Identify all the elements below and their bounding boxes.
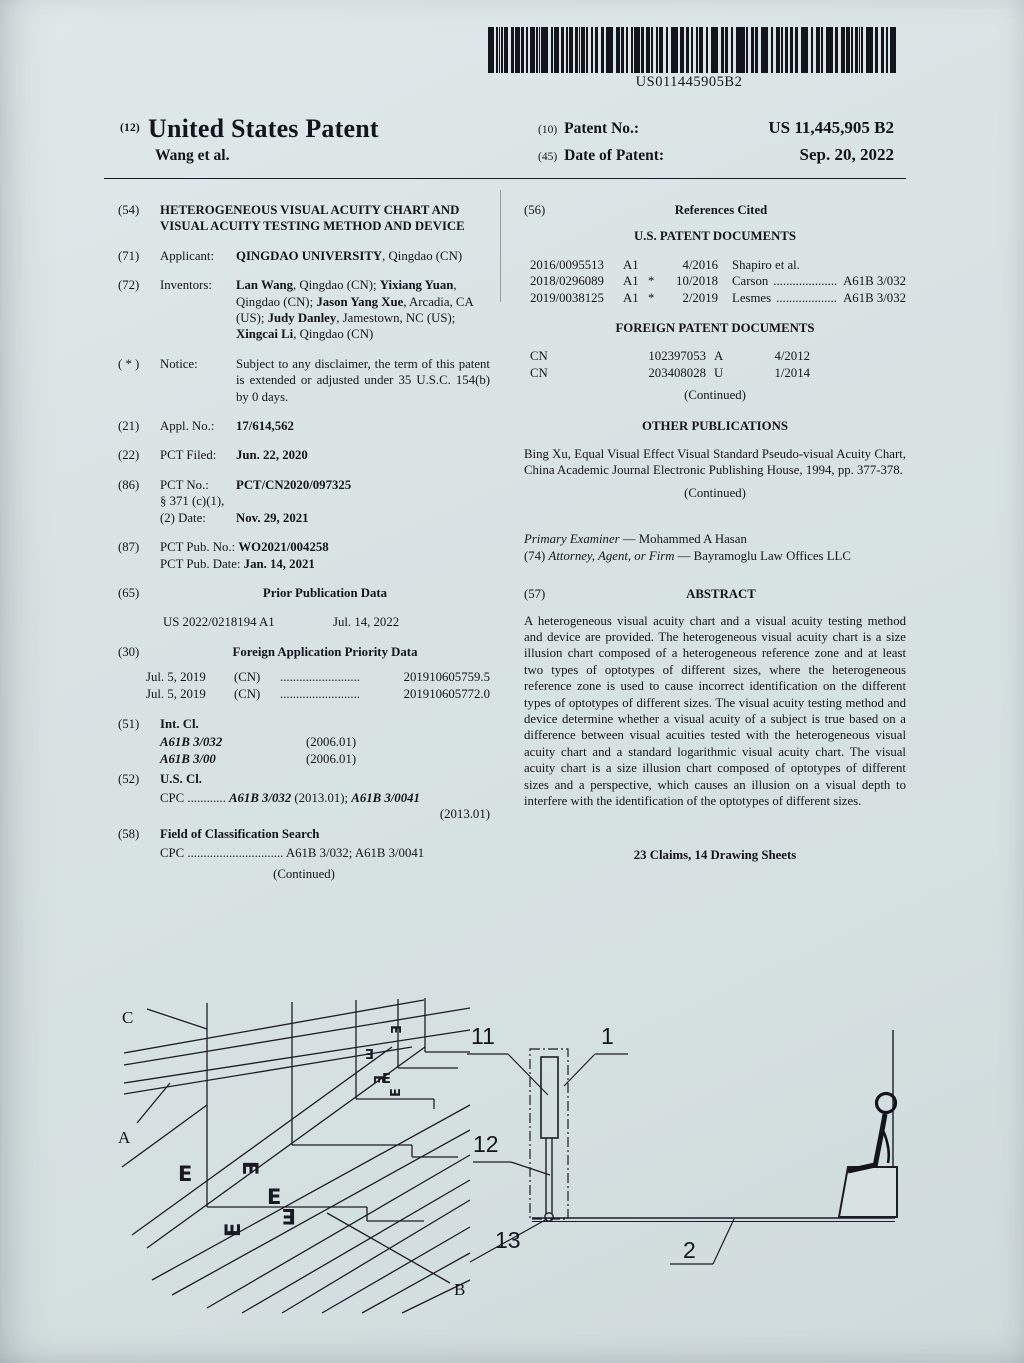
pub-number: 203408028 [648,365,706,380]
field-51-int-cl [118,716,490,732]
priority-country: (CN) [234,686,261,701]
field-72-inventors [118,277,490,343]
classification-year: (2006.01) [306,735,357,750]
us-patent-documents-heading: U.S. PATENT DOCUMENTS [633,229,797,244]
pct-filed-value: Jun. 22, 2020 [236,448,308,463]
display-panel [541,1057,558,1138]
classification-year: (2006.01) [306,751,357,766]
field-number: (57) [524,587,546,602]
figure-ref-11: 11 [471,1023,495,1049]
patent-number-row [538,118,894,138]
primary-examiner-line: Primary Examiner — Mohammed A Hasan [524,532,747,547]
field-of-search-cpc: CPC .............................. A61B 3/032; A61B 3/0041 [160,845,425,860]
pub-date: 4/2016 [682,257,718,272]
field-52-us-cl [118,771,490,787]
pct-pub-no-label: PCT Pub. No.: [160,540,236,555]
field-number: (51) [118,716,140,731]
person-torso [875,1114,885,1167]
kind-code: A1 [623,257,639,272]
figure-label-b: B [454,1280,466,1299]
figure-ref-1: 1 [601,1023,614,1049]
invention-title: HETEROGENEOUS VISUAL ACUITY CHART AND VISUAL ACUITY TESTING METHOD AND DEVICE [160,203,465,234]
other-publications-heading: OTHER PUBLICATIONS [642,418,788,433]
field-number: (30) [118,644,140,659]
int-cl-row [118,751,490,767]
chart-stand [530,1049,568,1221]
dot-leader [805,257,901,273]
pct-pub-date-value: Jan. 14, 2021 [243,556,315,571]
right-column [524,202,906,864]
field-65-prior-publication [118,585,490,601]
optotype-e: E [267,1185,282,1209]
figure-ref-12: 12 [473,1131,499,1157]
appl-no-value: 17/614,562 [236,419,294,434]
star-mark [648,257,664,273]
kind-code: A1 [623,274,639,289]
page-title-text: United States Patent [147,114,379,143]
chair-figure [839,1167,897,1217]
classification-code: A61B 3/032 [160,735,223,750]
attorney-line: (74) Attorney, Agent, or Firm — Bayramoglu Law Offices LLC [524,548,851,563]
pub-date: 10/2018 [676,274,718,289]
figure-testing-setup [465,1010,915,1310]
scan-artifact-line [500,190,501,302]
pct-pub-no-value: WO2021/004258 [238,540,329,555]
header-left [120,114,500,165]
optotype-group-large [178,1161,296,1237]
field-number: (58) [118,827,140,842]
foreign-priority-heading: Foreign Application Priority Data [232,644,418,659]
field-of-search-heading: Field of Classification Search [160,827,320,842]
field-30-priority [118,644,490,660]
star-mark: * [648,290,655,305]
field-71-applicant [118,248,490,264]
optotype-e-rotated: E [238,1161,262,1176]
pub-number: 102397053 [648,349,706,364]
classification-code: A61B 3/00 [160,751,216,766]
field-number: (71) [118,248,140,263]
pub-number: 2018/0296089 [530,274,604,289]
perspective-lines [122,998,470,1313]
field-number: (87) [118,540,140,555]
us-patent-row [524,257,906,273]
references-cited-heading: References Cited [674,203,768,217]
prior-publication-heading: Prior Publication Data [262,585,388,600]
page-title [120,114,500,144]
us-patent-row [524,290,906,306]
appl-no-label: Appl. No.: [160,419,215,434]
inventor-name: Lesmes [732,290,772,305]
barcode-text: US011445905B2 [635,74,743,90]
optotype-e: E [178,1162,193,1186]
dot-leader: ......................... [280,670,360,685]
classification-code: A61B 3/032 [843,274,906,289]
priority-number: 201910605772.0 [403,686,490,701]
optotype-e-rotated: E [365,1045,374,1060]
optotype-e-rotated: E [370,1075,385,1084]
optotype-e-rotated: E [387,1025,402,1034]
left-column [118,202,490,883]
patent-date-row [538,145,894,165]
prior-pub-number: US 2022/0218194 A1 [163,615,275,630]
date-of-patent-value: Sep. 20, 2022 [799,145,894,164]
field-86-pct-no [118,477,490,526]
cpc-continuation: (2013.01) [439,806,490,821]
priority-date: Jul. 5, 2019 [146,686,206,701]
pct-pub-date-line [160,556,490,572]
date-of-patent-label: Date of Patent: [564,147,665,164]
priority-country: (CN) [234,670,261,685]
header-right [538,118,894,172]
star-mark: * [648,274,655,289]
kind-code: A1 [623,290,639,305]
seated-person-figure [848,1094,896,1172]
foreign-patent-documents-heading: FOREIGN PATENT DOCUMENTS [615,321,815,336]
figure-ref-2: 2 [683,1237,696,1263]
perspective-chart-drawing [112,995,472,1315]
country-code: CN [530,349,548,364]
field-56-references [524,202,906,218]
patent-no-label: Patent No.: [564,120,640,137]
inventor-name: Carson [732,274,769,289]
notice-text: Subject to any disclaimer, the term of this patent is extended or adjusted under 35 U.S.C. 154(b) by 0 days. [236,356,490,404]
person-arm [882,1128,889,1163]
pub-number: 2019/0038125 [530,290,604,305]
figure-leader-lines [137,1009,450,1283]
field-54-title [118,202,490,235]
pct-no-label: PCT No.: [160,477,209,492]
foreign-patent-row [524,348,906,364]
applicant-label: Applicant: [160,248,215,263]
optotype-e-rotated: E [221,1222,245,1237]
patent-authors: Wang et al. [155,147,230,164]
applicant-value: QINGDAO UNIVERSITY, Qingdao (CN) [236,248,463,263]
kind-code: A [714,349,724,364]
field-number: (21) [118,419,140,434]
ref-num-45: (45) [538,151,558,163]
inventors-value: Lan Wang, Qingdao (CN); Yixiang Yuan, Qingdao (CN); Jason Yang Xue, Arcadia, CA (US); Judy Danley, Jamestown, NC (US); Xingcai Li, Qingdao (CN) [236,278,473,342]
optotype-e-rotated: E [281,1204,296,1228]
field-number: (86) [118,477,140,492]
pct-filed-label: PCT Filed: [160,448,217,463]
ref-num-12: (12) [120,122,140,134]
notice-label: Notice: [160,356,198,371]
us-cl-heading: U.S. Cl. [160,772,202,787]
dot-leader: .................... [773,274,838,289]
prior-pub-date: Jul. 14, 2022 [333,615,400,630]
figure-label-a: A [118,1128,131,1147]
us-patent-row [524,273,906,289]
optotype-e-rotated: E [389,1088,404,1097]
inventor-name: Shapiro et al. [732,257,800,272]
date-371-label: (2) Date: [160,510,206,525]
field-22-pct-filed [118,447,490,463]
continued-note: (Continued) [273,867,335,882]
pub-date: 4/2012 [774,349,810,364]
ref-num-10: (10) [538,124,558,136]
country-code: CN [530,365,548,380]
foreign-patent-row [524,365,906,381]
priority-row [118,686,490,702]
field-number: (54) [118,203,140,217]
pct-pub-no-line [160,539,490,555]
prior-publication-row [118,614,490,630]
figure-label-c: C [122,1008,134,1027]
figure-ref-13: 13 [495,1227,521,1253]
patent-no-value: US 11,445,905 B2 [768,118,894,137]
field-number: (72) [118,278,140,293]
field-58-field-of-search [118,826,490,842]
field-number: (52) [118,772,140,787]
abstract-text: A heterogeneous visual acuity chart and a visual acuity testing method and device are provided. The heterogeneous visual acuity chart is a size illusion chart composed of a heterogeneous reference zone and at least two types of optotypes of different sizes, where the heterogeneous reference zone is used to cause incorrect identification on the different types of optotypes of different sizes. The visual acuity testing method and device determine whether a visual acuity of a subject is true based on a difference between visual acuities tested with the heterogeneous visual acuity chart and a standard logarithmic visual acuity chart. The visual acuity chart is a size illusion chart composed of optotypes of different sizes and a perspective, which causes an illusion on a visual depth to interfere with the identification of the optotypes of different sizes. [524,613,906,808]
chart-housing-outline [530,1049,568,1219]
int-cl-row [118,734,490,750]
pub-number: 2016/0095513 [530,257,604,272]
field-notice [118,356,490,405]
room-lines [532,1030,895,1222]
sec371-line: § 371 (c)(1), [160,494,225,509]
pub-date: 2/2019 [682,290,718,305]
field-number: (65) [118,585,140,600]
figure-perspective-chart [112,995,472,1315]
testing-setup-drawing [465,1010,915,1310]
continued-note: (Continued) [684,388,746,403]
dot-leader: ......................... [280,686,360,701]
field-87-pct-pub [118,539,490,572]
priority-row [118,669,490,685]
claims-line: 23 Claims, 14 Drawing Sheets [633,848,797,863]
header-divider [104,178,906,179]
other-publication-text: Bing Xu, Equal Visual Effect Visual Standard Pseudo-visual Acuity Chart, China Academic Journal Electronic Publishing House, 1994, pp. 377-378. [524,447,906,478]
inventors-label: Inventors: [160,278,212,293]
priority-date: Jul. 5, 2019 [146,670,206,685]
pct-pub-date-label: PCT Pub. Date: [160,556,241,571]
dot-leader: ................... [776,290,837,305]
barcode [488,27,896,73]
field-57-abstract [524,586,906,602]
continued-note: (Continued) [684,485,746,500]
priority-number: 201910605759.5 [403,670,490,685]
optotype-e: E [382,1072,391,1087]
field-number: (56) [524,203,546,217]
classification-code: A61B 3/032 [843,290,906,305]
field-number: (22) [118,448,140,463]
pub-date: 1/2014 [774,365,810,380]
cpc-line: CPC ............ A61B 3/032 (2013.01); A61B 3/0041 [160,790,420,805]
pct-no-value: PCT/CN2020/097325 [236,477,352,492]
kind-code: U [714,365,724,380]
field-number: ( * ) [118,356,140,371]
int-cl-heading: Int. Cl. [160,716,199,731]
abstract-heading: ABSTRACT [686,587,756,602]
field-21-appl-no [118,418,490,434]
date-371-value: Nov. 29, 2021 [236,510,309,525]
